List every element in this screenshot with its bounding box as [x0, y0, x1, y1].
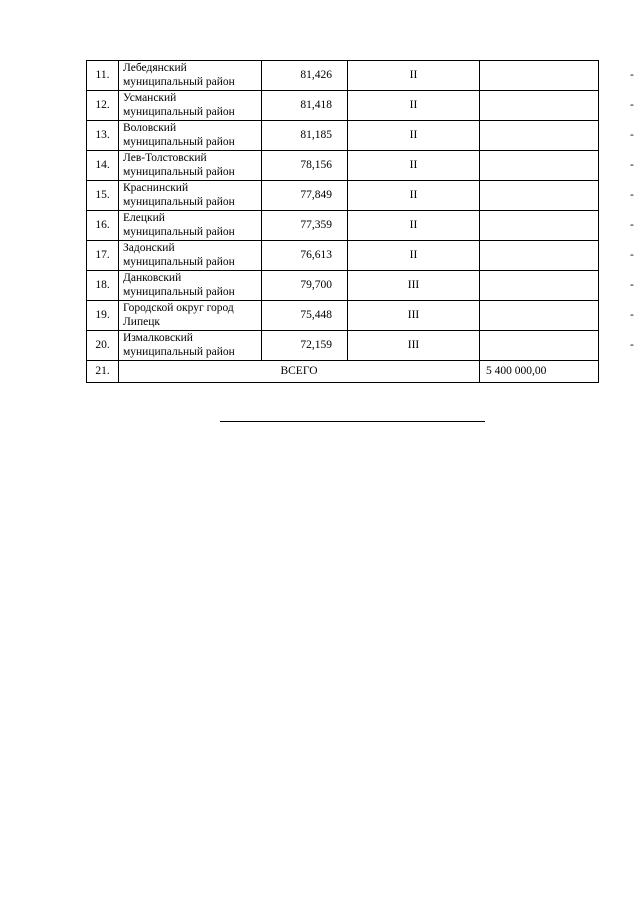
- district-name-line1: Задонский: [123, 242, 175, 254]
- table-row: [87, 331, 599, 361]
- district-name: [119, 271, 262, 301]
- district-name-line1: Данковский: [123, 272, 182, 284]
- table-row: [87, 211, 599, 241]
- district-name: [119, 181, 262, 211]
- district-name-line1: Городской округ город: [123, 302, 234, 314]
- district-name-line1: Лебедянский: [123, 62, 187, 74]
- row-number: 14.: [87, 151, 119, 181]
- amount-value: -: [480, 121, 599, 151]
- score-value: 81,418: [262, 91, 348, 121]
- district-name-line2: муниципальный район: [123, 135, 235, 148]
- table-row: [87, 61, 599, 91]
- district-name-line1: Измалковский: [123, 332, 193, 344]
- group-value: II: [348, 241, 480, 271]
- district-name-line2: муниципальный район: [123, 345, 235, 358]
- table-row: [87, 91, 599, 121]
- district-name-line1: Воловский: [123, 122, 177, 134]
- district-name-line2: муниципальный район: [123, 285, 235, 298]
- score-value: 79,700: [262, 271, 348, 301]
- amount-value: -: [480, 181, 599, 211]
- score-value: 78,156: [262, 151, 348, 181]
- row-number: 12.: [87, 91, 119, 121]
- row-number: 18.: [87, 271, 119, 301]
- row-number: 16.: [87, 211, 119, 241]
- table-row: [87, 271, 599, 301]
- district-name: [119, 121, 262, 151]
- table-row: [87, 301, 599, 331]
- district-name-line2: муниципальный район: [123, 225, 235, 238]
- score-value: 77,359: [262, 211, 348, 241]
- table-row: [87, 121, 599, 151]
- district-name-line2: муниципальный район: [123, 255, 235, 268]
- table-row: [87, 241, 599, 271]
- district-name: [119, 241, 262, 271]
- row-number: 13.: [87, 121, 119, 151]
- total-label: ВСЕГО: [119, 361, 480, 383]
- district-name-line2: муниципальный район: [123, 165, 235, 178]
- score-value: 76,613: [262, 241, 348, 271]
- score-value: 72,159: [262, 331, 348, 361]
- district-name-line2: Липецк: [123, 315, 160, 328]
- group-value: II: [348, 121, 480, 151]
- district-name: [119, 61, 262, 91]
- amount-value: -: [480, 61, 599, 91]
- amount-value: -: [480, 241, 599, 271]
- district-name: [119, 301, 262, 331]
- group-value: III: [348, 271, 480, 301]
- group-value: II: [348, 151, 480, 181]
- group-value: II: [348, 61, 480, 91]
- total-row: [87, 361, 599, 383]
- document-end-line: [220, 421, 485, 422]
- district-name-line2: муниципальный район: [123, 195, 235, 208]
- district-name: [119, 331, 262, 361]
- score-value: 75,448: [262, 301, 348, 331]
- district-name: [119, 91, 262, 121]
- group-value: III: [348, 301, 480, 331]
- district-name-line1: Лев-Толстовский: [123, 152, 207, 164]
- row-number: 17.: [87, 241, 119, 271]
- amount-value: -: [480, 91, 599, 121]
- district-name: [119, 211, 262, 241]
- amount-value: -: [480, 151, 599, 181]
- district-name-line2: муниципальный район: [123, 75, 235, 88]
- row-number: 19.: [87, 301, 119, 331]
- table-row: [87, 151, 599, 181]
- amount-value: -: [480, 331, 599, 361]
- amount-value: -: [480, 271, 599, 301]
- group-value: III: [348, 331, 480, 361]
- score-value: 81,426: [262, 61, 348, 91]
- score-value: 77,849: [262, 181, 348, 211]
- row-number: 20.: [87, 331, 119, 361]
- district-name: [119, 151, 262, 181]
- row-number: 15.: [87, 181, 119, 211]
- district-name-line1: Усманский: [123, 92, 177, 104]
- score-value: 81,185: [262, 121, 348, 151]
- row-number: 11.: [87, 61, 119, 91]
- table-row: [87, 181, 599, 211]
- total-row-number: 21.: [87, 361, 119, 383]
- district-name-line1: Краснинский: [123, 182, 189, 194]
- group-value: II: [348, 211, 480, 241]
- group-value: II: [348, 181, 480, 211]
- district-name-line2: муниципальный район: [123, 105, 235, 118]
- amount-value: -: [480, 211, 599, 241]
- amount-value: -: [480, 301, 599, 331]
- allocation-table: [86, 60, 634, 383]
- table-body: [87, 61, 634, 383]
- total-value: 5 400 000,00: [480, 361, 599, 383]
- group-value: II: [348, 91, 480, 121]
- district-name-line1: Елецкий: [123, 212, 165, 224]
